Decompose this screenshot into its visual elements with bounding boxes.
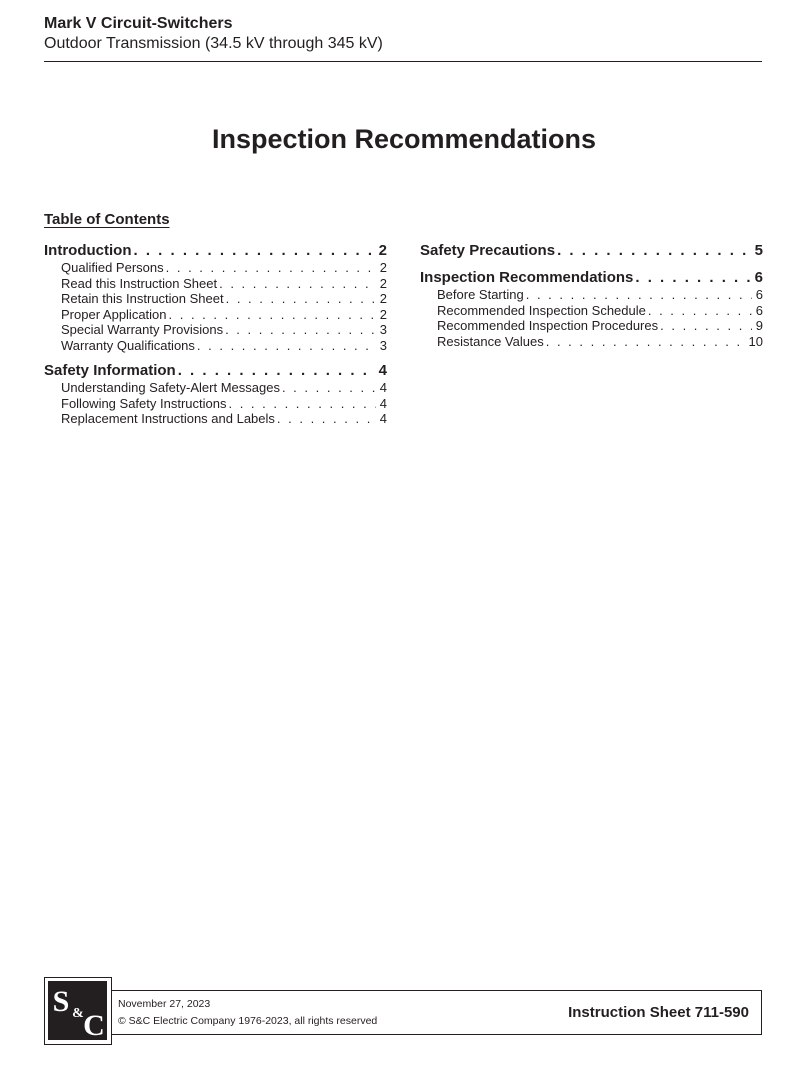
toc-section <box>420 268 763 349</box>
toc-entry-page: 4 <box>379 411 387 426</box>
toc-entry-label: Special Warranty Provisions <box>61 322 224 337</box>
product-subtitle: Outdoor Transmission (34.5 kV through 345 kV) <box>44 35 383 52</box>
dot-leader <box>277 411 376 427</box>
dot-leader <box>133 241 374 260</box>
toc-entry-page: 5 <box>754 242 763 259</box>
toc-item-entry[interactable] <box>44 322 387 338</box>
toc-entry-label: Safety Precautions <box>420 242 556 259</box>
svg-text:S: S <box>52 985 70 1018</box>
toc-entry-label: Introduction <box>44 242 132 259</box>
toc-entry-label: Recommended Inspection Schedule <box>437 302 646 318</box>
toc-item-entry[interactable] <box>420 318 763 334</box>
toc-entry-page: 3 <box>379 337 387 353</box>
toc-item-entry[interactable] <box>420 303 763 319</box>
toc-heading: Table of Contents <box>44 211 170 228</box>
toc-left-column <box>44 241 387 435</box>
dot-leader <box>219 276 376 292</box>
dot-leader <box>282 380 376 396</box>
toc-entry-page: 2 <box>378 242 387 259</box>
dot-leader <box>178 361 375 380</box>
dot-leader <box>648 303 752 319</box>
svg-text:&: & <box>72 1006 84 1021</box>
footer-box <box>112 990 762 1035</box>
toc-item-entry[interactable] <box>44 307 387 323</box>
toc-entry-label: Inspection Recommendations <box>420 269 634 286</box>
toc-item-entry[interactable] <box>44 396 387 412</box>
toc-section-entry[interactable] <box>420 268 763 287</box>
toc-item-entry[interactable] <box>44 411 387 427</box>
toc-entry-page: 6 <box>755 302 763 318</box>
footer-sheet-number: Instruction Sheet 711-590 <box>568 1004 749 1021</box>
toc-right-column <box>420 241 763 357</box>
dot-leader <box>228 396 375 412</box>
toc-entry-label: Before Starting <box>437 287 524 302</box>
toc-entry-page: 4 <box>378 362 387 379</box>
header-divider <box>44 61 762 62</box>
toc-entry-page: 6 <box>755 287 763 302</box>
toc-entry-label: Retain this Instruction Sheet <box>61 291 224 306</box>
toc-item-entry[interactable] <box>420 334 763 350</box>
toc-entry-label: Safety Information <box>44 362 176 379</box>
dot-leader <box>197 338 376 354</box>
dot-leader <box>635 268 750 287</box>
footer-date: November 27, 2023 <box>118 998 211 1010</box>
dot-leader <box>225 322 376 338</box>
toc-section <box>420 241 763 260</box>
dot-leader <box>169 307 376 323</box>
svg-text:C: C <box>83 1009 105 1042</box>
toc-entry-page: 2 <box>379 260 387 275</box>
toc-entry-page: 2 <box>379 275 387 291</box>
product-name: Mark V Circuit-Switchers <box>44 15 233 32</box>
toc-entry-page: 4 <box>379 395 387 411</box>
toc-entry-page: 4 <box>379 380 387 395</box>
toc-item-entry[interactable] <box>44 260 387 276</box>
page-title: Inspection Recommendations <box>211 124 597 154</box>
toc-section <box>44 241 387 353</box>
toc-entry-page: 10 <box>748 333 763 349</box>
page-header <box>44 14 762 54</box>
toc-entry-label: Understanding Safety-Alert Messages <box>61 380 280 395</box>
toc-entry-label: Replacement Instructions and Labels <box>61 411 275 426</box>
toc-entry-label: Recommended Inspection Procedures <box>437 318 659 333</box>
toc-entry-label: Proper Application <box>61 306 167 322</box>
toc-entry-label: Warranty Qualifications <box>61 337 195 353</box>
toc-entry-page: 2 <box>379 306 387 322</box>
toc-entry-label: Following Safety Instructions <box>61 395 227 411</box>
dot-leader <box>546 334 745 350</box>
toc-item-entry[interactable] <box>44 380 387 396</box>
sc-logo-icon <box>44 977 112 1045</box>
toc-section-entry[interactable] <box>44 361 387 380</box>
toc-entry-page: 6 <box>754 269 763 286</box>
toc-section-entry[interactable] <box>420 241 763 260</box>
toc-item-entry[interactable] <box>44 291 387 307</box>
toc-item-entry[interactable] <box>44 338 387 354</box>
toc-item-entry[interactable] <box>420 287 763 303</box>
dot-leader <box>557 241 751 260</box>
toc-entry-label: Read this Instruction Sheet <box>61 275 218 291</box>
toc-entry-label: Resistance Values <box>437 333 544 349</box>
dot-leader <box>226 291 376 307</box>
toc-entry-label: Qualified Persons <box>61 260 164 275</box>
toc-section-entry[interactable] <box>44 241 387 260</box>
toc-section <box>44 361 387 427</box>
dot-leader <box>166 260 376 276</box>
dot-leader <box>660 318 752 334</box>
toc-entry-page: 9 <box>755 318 763 333</box>
toc-entry-page: 2 <box>379 291 387 306</box>
footer-copyright: © S&C Electric Company 1976-2023, all rights reserved <box>118 1015 378 1027</box>
dot-leader <box>526 287 752 303</box>
toc-entry-page: 3 <box>379 322 387 337</box>
toc-item-entry[interactable] <box>44 276 387 292</box>
